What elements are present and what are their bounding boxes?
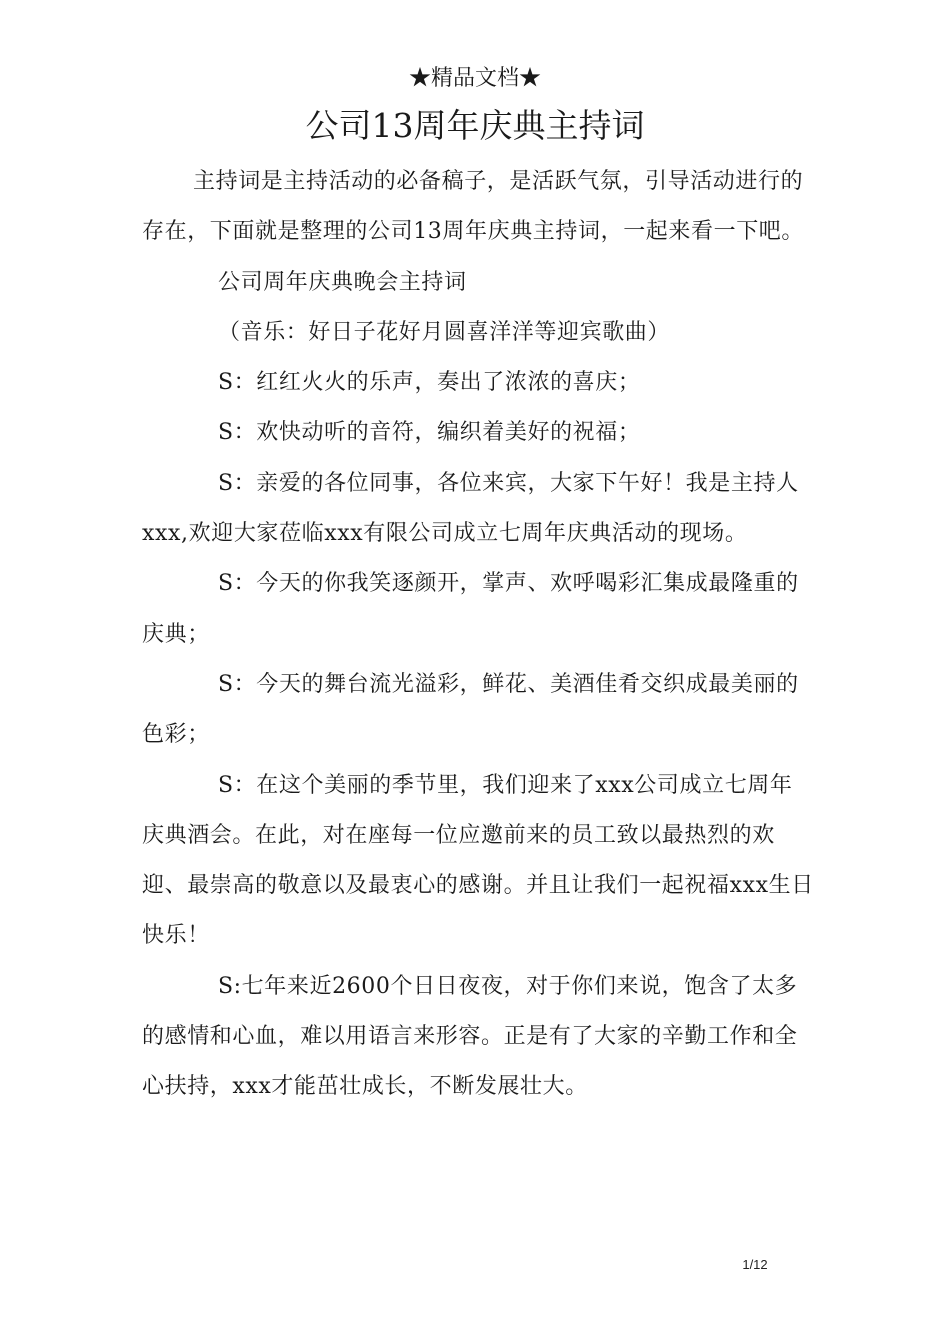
- host-line: S：欢快动听的音符，编织着美好的祝福；: [218, 420, 641, 446]
- document-body: [142, 157, 814, 1113]
- host-line: S：今天的你我笑逐颜开，掌声、欢呼喝彩汇集成最隆重的庆典；: [142, 571, 799, 647]
- header-mark: ★精品文档★: [408, 66, 541, 91]
- intro-paragraph: 主持词是主持活动的必备稿子，是活跃气氛，引导活动进行的存在，下面就是整理的公司13周年庆典主持词，一起来看一下吧。: [142, 169, 804, 245]
- section-heading: 公司周年庆典晚会主持词: [218, 269, 467, 295]
- music-note: （音乐：好日子花好月圆喜洋洋等迎宾歌曲）: [218, 319, 671, 345]
- document-title: 公司13周年庆典主持词: [305, 106, 645, 145]
- host-line: S：红红火火的乐声，奏出了浓浓的喜庆；: [218, 370, 641, 396]
- host-line: S：亲爱的各位同事，各位来宾，大家下午好！我是主持人xxx,欢迎大家莅临xxx有限公司成立七周年庆典活动的现场。: [142, 470, 799, 547]
- host-line: S:七年来近2600个日日夜夜，对于你们来说，饱含了太多的感情和心血，难以用语言来形容。正是有了大家的辛勤工作和全心扶持，xxx才能茁壮成长，不断发展壮大。: [142, 973, 798, 1100]
- host-line: S：今天的舞台流光溢彩，鲜花、美酒佳肴交织成最美丽的色彩；: [142, 671, 799, 748]
- page-number: 1/12: [742, 1257, 768, 1272]
- host-line: S：在这个美丽的季节里，我们迎来了xxx公司成立七周年庆典酒会。在此，对在座每一位应邀前来的员工致以最热烈的欢迎、最崇高的敬意以及最衷心的感谢。并且让我们一起祝福xxx生日快乐！: [142, 772, 814, 949]
